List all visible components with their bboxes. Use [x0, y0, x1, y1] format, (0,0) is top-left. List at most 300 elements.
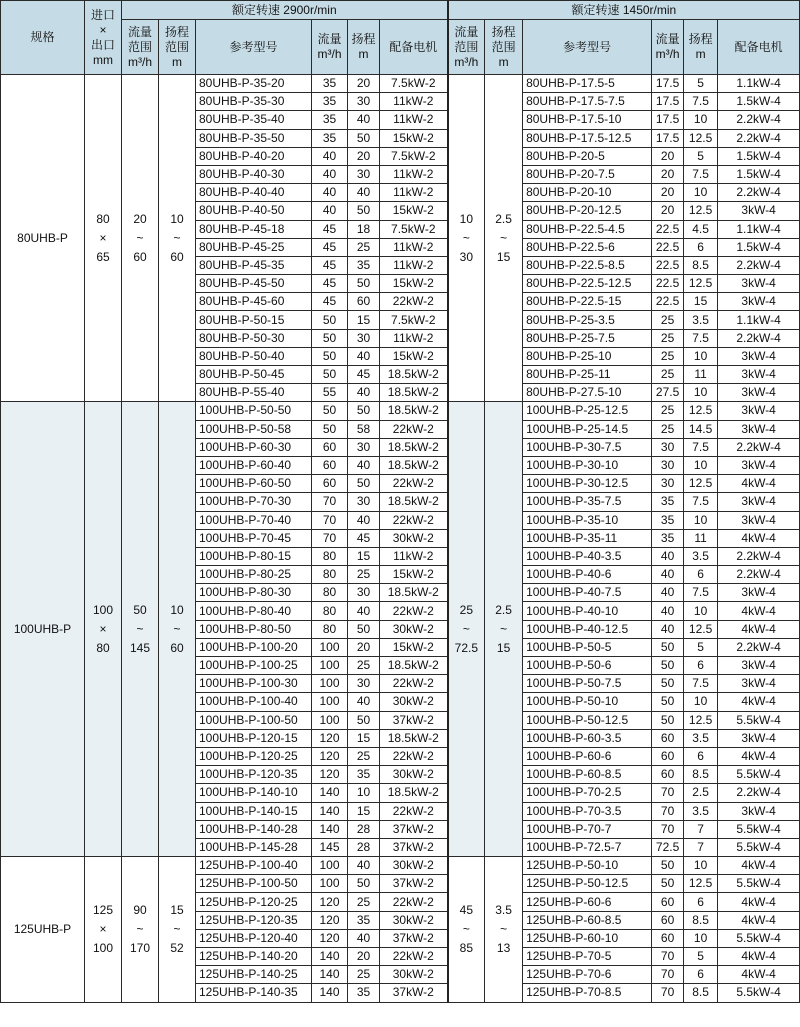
head-2900-cell: 40 — [348, 111, 380, 129]
flow-1450-cell: 30 — [652, 438, 684, 456]
head-range-1450-cell-line: ~ — [500, 621, 508, 636]
flow-1450-cell: 30 — [652, 475, 684, 493]
motor-1450-cell: 5.5kW-4 — [718, 820, 800, 838]
ref-model-2900-cell: 100UHB-P-100-25 — [196, 657, 312, 675]
inlet-outlet-cell-line: 80 — [96, 211, 110, 226]
flow-2900-cell: 100 — [312, 638, 348, 656]
flow-1450-cell: 22.5 — [652, 293, 684, 311]
header-head-1450 — [684, 20, 718, 75]
motor-1450-cell: 1.5kW-4 — [718, 238, 800, 256]
motor-2900-cell: 30kW-2 — [380, 766, 448, 784]
ref-model-2900-cell: 80UHB-P-50-40 — [196, 347, 312, 365]
head-2900-cell: 25 — [348, 747, 380, 765]
ref-model-1450-cell: 80UHB-P-25-11 — [523, 366, 652, 384]
motor-2900-cell: 22kW-2 — [380, 802, 448, 820]
head-2900-cell: 30 — [348, 93, 380, 111]
flow-2900-cell: 60 — [312, 475, 348, 493]
head-range-1450-cell-line: 15 — [496, 249, 511, 264]
flow-1450-cell: 60 — [652, 729, 684, 747]
header-inlet-outlet — [85, 1, 122, 75]
spec-cell: 125UHB-P — [1, 857, 85, 1003]
motor-1450-cell: 3kW-4 — [718, 729, 800, 747]
ref-model-1450-cell: 100UHB-P-30-12.5 — [523, 475, 652, 493]
head-1450-cell: 3.5 — [684, 802, 718, 820]
ref-model-2900-cell: 80UHB-P-40-50 — [196, 202, 312, 220]
motor-1450-cell: 5.5kW-4 — [718, 838, 800, 856]
head-2900-cell: 25 — [348, 893, 380, 911]
head-2900-cell: 40 — [348, 929, 380, 947]
flow-2900-cell: 40 — [312, 184, 348, 202]
flow-2900-cell: 120 — [312, 729, 348, 747]
header-flow-1450 — [652, 20, 684, 75]
head-1450-cell: 12.5 — [684, 711, 718, 729]
head-1450-cell: 3.5 — [684, 547, 718, 565]
flow-2900-cell: 40 — [312, 147, 348, 165]
inlet-outlet-cell — [85, 857, 122, 1003]
inlet-outlet-cell-line: 125 — [92, 902, 114, 917]
motor-2900-cell: 15kW-2 — [380, 129, 448, 147]
motor-1450-cell: 4kW-4 — [718, 948, 800, 966]
flow-range-2900-cell — [122, 75, 159, 402]
flow-2900-cell: 80 — [312, 620, 348, 638]
ref-model-1450-cell: 100UHB-P-60-8.5 — [523, 766, 652, 784]
flow-range-1450-cell — [448, 402, 485, 857]
motor-1450-cell: 3kW-4 — [718, 202, 800, 220]
motor-1450-cell: 5.5kW-4 — [718, 984, 800, 1002]
header-text: 扬程 — [491, 24, 516, 39]
ref-model-1450-cell: 80UHB-P-22.5-6 — [523, 238, 652, 256]
head-1450-cell: 5 — [684, 638, 718, 656]
ref-model-1450-cell: 80UHB-P-27.5-10 — [523, 384, 652, 402]
flow-range-1450-cell-line: 72.5 — [454, 640, 478, 655]
ref-model-1450-cell: 80UHB-P-20-12.5 — [523, 202, 652, 220]
ref-model-2900-cell: 100UHB-P-80-50 — [196, 620, 312, 638]
motor-2900-cell: 22kW-2 — [380, 893, 448, 911]
flow-range-1450-cell — [448, 75, 485, 402]
motor-1450-cell: 3kW-4 — [718, 384, 800, 402]
flow-1450-cell: 17.5 — [652, 129, 684, 147]
head-range-2900-cell-line: 10 — [170, 602, 184, 617]
motor-1450-cell: 1.1kW-4 — [718, 311, 800, 329]
motor-1450-cell: 5.5kW-4 — [718, 875, 800, 893]
ref-model-1450-cell: 100UHB-P-30-10 — [523, 456, 652, 474]
ref-model-2900-cell: 80UHB-P-35-50 — [196, 129, 312, 147]
motor-2900-cell: 15kW-2 — [380, 566, 448, 584]
ref-model-2900-cell: 100UHB-P-120-25 — [196, 747, 312, 765]
motor-1450-cell: 4kW-4 — [718, 966, 800, 984]
motor-2900-cell: 30kW-2 — [380, 529, 448, 547]
head-1450-cell: 10 — [684, 347, 718, 365]
head-1450-cell: 11 — [684, 529, 718, 547]
head-2900-cell: 50 — [348, 711, 380, 729]
flow-2900-cell: 80 — [312, 547, 348, 565]
flow-1450-cell: 50 — [652, 657, 684, 675]
head-2900-cell: 28 — [348, 838, 380, 856]
flow-2900-cell: 80 — [312, 584, 348, 602]
flow-2900-cell: 100 — [312, 857, 348, 875]
motor-1450-cell: 1.1kW-4 — [718, 220, 800, 238]
flow-2900-cell: 45 — [312, 220, 348, 238]
flow-2900-cell: 50 — [312, 420, 348, 438]
inlet-outlet-cell-line: 65 — [96, 249, 110, 264]
flow-2900-cell: 100 — [312, 875, 348, 893]
head-range-1450-cell-line: 2.5 — [495, 602, 512, 617]
head-2900-cell: 30 — [348, 165, 380, 183]
motor-1450-cell: 4kW-4 — [718, 747, 800, 765]
flow-2900-cell: 50 — [312, 311, 348, 329]
ref-model-1450-cell: 80UHB-P-22.5-8.5 — [523, 256, 652, 274]
flow-1450-cell: 20 — [652, 184, 684, 202]
ref-model-2900-cell: 80UHB-P-50-45 — [196, 366, 312, 384]
motor-2900-cell: 22kW-2 — [380, 747, 448, 765]
header-text: m³/h — [655, 47, 680, 61]
ref-model-1450-cell: 80UHB-P-22.5-12.5 — [523, 275, 652, 293]
header-flow-range-1450 — [448, 20, 485, 75]
ref-model-2900-cell: 100UHB-P-60-40 — [196, 456, 312, 474]
motor-1450-cell: 3kW-4 — [718, 584, 800, 602]
head-2900-cell: 20 — [348, 948, 380, 966]
header-motor-1450: 配备电机 — [718, 20, 800, 75]
motor-1450-cell: 1.5kW-4 — [718, 147, 800, 165]
flow-range-2900-cell-line: ~ — [136, 621, 144, 636]
ref-model-2900-cell: 80UHB-P-45-50 — [196, 275, 312, 293]
head-range-1450-cell-line: 2.5 — [495, 211, 512, 226]
ref-model-2900-cell: 100UHB-P-80-40 — [196, 602, 312, 620]
motor-2900-cell: 30kW-2 — [380, 620, 448, 638]
header-head-range-2900 — [159, 20, 196, 75]
ref-model-2900-cell: 100UHB-P-80-25 — [196, 566, 312, 584]
head-2900-cell: 35 — [348, 766, 380, 784]
flow-1450-cell: 40 — [652, 547, 684, 565]
head-1450-cell: 7 — [684, 820, 718, 838]
motor-2900-cell: 22kW-2 — [380, 511, 448, 529]
ref-model-2900-cell: 100UHB-P-60-30 — [196, 438, 312, 456]
head-1450-cell: 10 — [684, 511, 718, 529]
ref-model-2900-cell: 100UHB-P-100-30 — [196, 675, 312, 693]
motor-1450-cell: 3kW-4 — [718, 366, 800, 384]
ref-model-1450-cell: 80UHB-P-20-5 — [523, 147, 652, 165]
ref-model-1450-cell: 125UHB-P-50-12.5 — [523, 875, 652, 893]
ref-model-2900-cell: 100UHB-P-145-28 — [196, 838, 312, 856]
head-1450-cell: 5 — [684, 75, 718, 93]
head-range-2900-cell-line: ~ — [173, 230, 181, 245]
motor-2900-cell: 18.5kW-2 — [380, 366, 448, 384]
flow-2900-cell: 120 — [312, 766, 348, 784]
head-1450-cell: 10 — [684, 602, 718, 620]
flow-range-2900-cell — [122, 402, 159, 857]
flow-range-2900-cell-line: 170 — [129, 940, 151, 955]
flow-1450-cell: 35 — [652, 529, 684, 547]
head-2900-cell: 15 — [348, 547, 380, 565]
motor-2900-cell: 37kW-2 — [380, 820, 448, 838]
motor-2900-cell: 15kW-2 — [380, 347, 448, 365]
motor-2900-cell: 15kW-2 — [380, 202, 448, 220]
head-range-2900-cell-line: ~ — [173, 621, 181, 636]
ref-model-2900-cell: 80UHB-P-35-20 — [196, 75, 312, 93]
motor-2900-cell: 37kW-2 — [380, 838, 448, 856]
ref-model-2900-cell: 100UHB-P-50-50 — [196, 402, 312, 420]
flow-1450-cell: 17.5 — [652, 75, 684, 93]
head-1450-cell: 10 — [684, 857, 718, 875]
motor-1450-cell: 3kW-4 — [718, 511, 800, 529]
head-1450-cell: 12.5 — [684, 202, 718, 220]
flow-2900-cell: 35 — [312, 111, 348, 129]
motor-1450-cell: 2.2kW-4 — [718, 329, 800, 347]
head-1450-cell: 8.5 — [684, 984, 718, 1002]
head-1450-cell: 8.5 — [684, 911, 718, 929]
header-io-line-3: 出口 — [90, 37, 115, 52]
head-2900-cell: 50 — [348, 275, 380, 293]
motor-2900-cell: 7.5kW-2 — [380, 147, 448, 165]
flow-range-2900-cell-line: 20 — [133, 211, 147, 226]
motor-2900-cell: 11kW-2 — [380, 111, 448, 129]
flow-range-1450-cell-line: 25 — [459, 602, 473, 617]
ref-model-1450-cell: 80UHB-P-17.5-10 — [523, 111, 652, 129]
head-range-2900-cell-line: 60 — [170, 640, 184, 655]
ref-model-1450-cell: 100UHB-P-50-12.5 — [523, 711, 652, 729]
header-text: 扬程 — [164, 24, 189, 39]
head-1450-cell: 4.5 — [684, 220, 718, 238]
header-text: 扬程 — [351, 32, 376, 46]
ref-model-2900-cell: 80UHB-P-40-40 — [196, 184, 312, 202]
flow-1450-cell: 50 — [652, 875, 684, 893]
ref-model-1450-cell: 100UHB-P-60-6 — [523, 747, 652, 765]
ref-model-1450-cell: 100UHB-P-50-6 — [523, 657, 652, 675]
header-text: 范围 — [454, 39, 479, 54]
motor-1450-cell: 4kW-4 — [718, 911, 800, 929]
ref-model-1450-cell: 100UHB-P-40-7.5 — [523, 584, 652, 602]
head-2900-cell: 25 — [348, 566, 380, 584]
ref-model-2900-cell: 100UHB-P-100-50 — [196, 711, 312, 729]
header-text: 流量 — [454, 24, 479, 39]
flow-1450-cell: 25 — [652, 420, 684, 438]
motor-2900-cell: 30kW-2 — [380, 966, 448, 984]
head-2900-cell: 30 — [348, 329, 380, 347]
ref-model-1450-cell: 125UHB-P-60-10 — [523, 929, 652, 947]
header-text: 流量 — [317, 32, 342, 46]
motor-2900-cell: 11kW-2 — [380, 329, 448, 347]
head-1450-cell: 6 — [684, 747, 718, 765]
head-1450-cell: 12.5 — [684, 875, 718, 893]
ref-model-1450-cell: 100UHB-P-50-5 — [523, 638, 652, 656]
head-2900-cell: 45 — [348, 529, 380, 547]
motor-2900-cell: 22kW-2 — [380, 293, 448, 311]
ref-model-2900-cell: 125UHB-P-120-25 — [196, 893, 312, 911]
head-1450-cell: 7.5 — [684, 675, 718, 693]
head-2900-cell: 50 — [348, 402, 380, 420]
flow-1450-cell: 40 — [652, 584, 684, 602]
flow-1450-cell: 25 — [652, 347, 684, 365]
ref-model-1450-cell: 80UHB-P-25-3.5 — [523, 311, 652, 329]
head-1450-cell: 6 — [684, 657, 718, 675]
ref-model-1450-cell: 80UHB-P-22.5-15 — [523, 293, 652, 311]
group-125uhb-p — [1, 857, 800, 1003]
head-2900-cell: 50 — [348, 129, 380, 147]
flow-1450-cell: 60 — [652, 893, 684, 911]
flow-2900-cell: 70 — [312, 493, 348, 511]
ref-model-2900-cell: 100UHB-P-70-30 — [196, 493, 312, 511]
motor-1450-cell: 4kW-4 — [718, 693, 800, 711]
flow-1450-cell: 70 — [652, 966, 684, 984]
flow-2900-cell: 60 — [312, 438, 348, 456]
head-2900-cell: 40 — [348, 602, 380, 620]
head-1450-cell: 7.5 — [684, 438, 718, 456]
ref-model-2900-cell: 100UHB-P-80-15 — [196, 547, 312, 565]
head-2900-cell: 60 — [348, 293, 380, 311]
ref-model-2900-cell: 100UHB-P-120-15 — [196, 729, 312, 747]
flow-2900-cell: 50 — [312, 366, 348, 384]
motor-2900-cell: 11kW-2 — [380, 547, 448, 565]
flow-1450-cell: 40 — [652, 602, 684, 620]
flow-1450-cell: 50 — [652, 675, 684, 693]
motor-1450-cell: 2.2kW-4 — [718, 111, 800, 129]
motor-2900-cell: 18.5kW-2 — [380, 384, 448, 402]
head-1450-cell: 10 — [684, 184, 718, 202]
motor-2900-cell: 18.5kW-2 — [380, 402, 448, 420]
head-1450-cell: 7.5 — [684, 329, 718, 347]
flow-2900-cell: 35 — [312, 75, 348, 93]
flow-2900-cell: 100 — [312, 693, 348, 711]
flow-1450-cell: 25 — [652, 329, 684, 347]
head-2900-cell: 35 — [348, 911, 380, 929]
ref-model-1450-cell: 125UHB-P-50-10 — [523, 857, 652, 875]
head-2900-cell: 40 — [348, 693, 380, 711]
motor-2900-cell: 30kW-2 — [380, 911, 448, 929]
motor-2900-cell: 7.5kW-2 — [380, 311, 448, 329]
flow-range-2900-cell — [122, 857, 159, 1003]
ref-model-1450-cell: 100UHB-P-40-10 — [523, 602, 652, 620]
table-row — [1, 857, 800, 875]
motor-1450-cell: 4kW-4 — [718, 529, 800, 547]
motor-1450-cell: 2.2kW-4 — [718, 638, 800, 656]
flow-2900-cell: 35 — [312, 93, 348, 111]
flow-range-2900-cell-line: ~ — [136, 921, 144, 936]
header-motor-2900: 配备电机 — [380, 20, 448, 75]
motor-2900-cell: 15kW-2 — [380, 275, 448, 293]
motor-1450-cell: 3kW-4 — [718, 493, 800, 511]
flow-1450-cell: 72.5 — [652, 838, 684, 856]
ref-model-1450-cell: 100UHB-P-40-6 — [523, 566, 652, 584]
ref-model-1450-cell: 125UHB-P-60-8.5 — [523, 911, 652, 929]
ref-model-1450-cell: 80UHB-P-20-7.5 — [523, 165, 652, 183]
head-1450-cell: 10 — [684, 929, 718, 947]
ref-model-1450-cell: 100UHB-P-50-10 — [523, 693, 652, 711]
header-text: 范围 — [127, 39, 152, 54]
spec-cell: 80UHB-P — [1, 75, 85, 402]
inlet-outlet-cell-line: 100 — [92, 602, 114, 617]
motor-2900-cell: 18.5kW-2 — [380, 657, 448, 675]
head-1450-cell: 10 — [684, 384, 718, 402]
ref-model-1450-cell: 80UHB-P-25-7.5 — [523, 329, 652, 347]
flow-range-2900-cell-line: 90 — [133, 902, 147, 917]
ref-model-1450-cell: 100UHB-P-35-7.5 — [523, 493, 652, 511]
head-1450-cell: 5 — [684, 147, 718, 165]
ref-model-1450-cell: 100UHB-P-35-11 — [523, 529, 652, 547]
head-2900-cell: 30 — [348, 675, 380, 693]
flow-range-2900-cell-line: 145 — [129, 640, 151, 655]
ref-model-2900-cell: 80UHB-P-45-60 — [196, 293, 312, 311]
head-1450-cell: 3.5 — [684, 311, 718, 329]
head-2900-cell: 50 — [348, 202, 380, 220]
head-2900-cell: 30 — [348, 584, 380, 602]
group-100uhb-p — [1, 402, 800, 857]
flow-1450-cell: 60 — [652, 747, 684, 765]
flow-1450-cell: 25 — [652, 311, 684, 329]
ref-model-2900-cell: 100UHB-P-70-45 — [196, 529, 312, 547]
flow-1450-cell: 20 — [652, 202, 684, 220]
ref-model-2900-cell: 125UHB-P-100-40 — [196, 857, 312, 875]
head-1450-cell: 10 — [684, 693, 718, 711]
flow-1450-cell: 17.5 — [652, 93, 684, 111]
motor-1450-cell: 2.2kW-4 — [718, 438, 800, 456]
header-io-line-2: × — [99, 22, 107, 37]
motor-2900-cell: 15kW-2 — [380, 638, 448, 656]
inlet-outlet-cell-line: × — [99, 230, 107, 245]
flow-2900-cell: 80 — [312, 602, 348, 620]
flow-2900-cell: 70 — [312, 529, 348, 547]
head-2900-cell: 40 — [348, 347, 380, 365]
header-text: m³/h — [128, 54, 152, 69]
flow-2900-cell: 70 — [312, 511, 348, 529]
head-1450-cell: 14.5 — [684, 420, 718, 438]
motor-1450-cell: 3kW-4 — [718, 420, 800, 438]
flow-1450-cell: 20 — [652, 165, 684, 183]
head-2900-cell: 20 — [348, 75, 380, 93]
ref-model-2900-cell: 80UHB-P-40-20 — [196, 147, 312, 165]
flow-1450-cell: 40 — [652, 566, 684, 584]
ref-model-1450-cell: 100UHB-P-70-7 — [523, 820, 652, 838]
head-range-1450-cell-line: 15 — [496, 640, 511, 655]
head-2900-cell: 35 — [348, 984, 380, 1002]
motor-1450-cell: 3kW-4 — [718, 402, 800, 420]
header-text: m³/h — [317, 47, 342, 61]
motor-1450-cell: 3kW-4 — [718, 293, 800, 311]
spec-cell: 100UHB-P — [1, 402, 85, 857]
motor-1450-cell: 2.2kW-4 — [718, 547, 800, 565]
motor-1450-cell: 3kW-4 — [718, 675, 800, 693]
header-io-line-4: mm — [93, 52, 113, 67]
head-1450-cell: 6 — [684, 966, 718, 984]
header-io-line-1: 进口 — [90, 7, 115, 22]
motor-1450-cell: 4kW-4 — [718, 893, 800, 911]
head-1450-cell: 7 — [684, 838, 718, 856]
flow-range-1450-cell-line: ~ — [462, 230, 470, 245]
ref-model-2900-cell: 80UHB-P-35-30 — [196, 93, 312, 111]
flow-1450-cell: 40 — [652, 620, 684, 638]
head-1450-cell: 12.5 — [684, 402, 718, 420]
motor-1450-cell: 4kW-4 — [718, 857, 800, 875]
flow-2900-cell: 60 — [312, 456, 348, 474]
flow-1450-cell: 70 — [652, 984, 684, 1002]
flow-1450-cell: 60 — [652, 911, 684, 929]
head-1450-cell: 10 — [684, 111, 718, 129]
header-text: 流量 — [655, 32, 680, 46]
motor-1450-cell: 3kW-4 — [718, 657, 800, 675]
flow-2900-cell: 140 — [312, 802, 348, 820]
ref-model-2900-cell: 100UHB-P-70-40 — [196, 511, 312, 529]
flow-1450-cell: 70 — [652, 784, 684, 802]
motor-2900-cell: 18.5kW-2 — [380, 784, 448, 802]
header-text: 范围 — [491, 39, 516, 54]
flow-1450-cell: 27.5 — [652, 384, 684, 402]
ref-model-1450-cell: 100UHB-P-60-3.5 — [523, 729, 652, 747]
flow-range-1450-cell-line: 45 — [459, 902, 473, 917]
motor-1450-cell: 3kW-4 — [718, 802, 800, 820]
ref-model-1450-cell: 80UHB-P-20-10 — [523, 184, 652, 202]
motor-1450-cell: 2.2kW-4 — [718, 184, 800, 202]
head-2900-cell: 15 — [348, 311, 380, 329]
head-1450-cell: 7.5 — [684, 165, 718, 183]
